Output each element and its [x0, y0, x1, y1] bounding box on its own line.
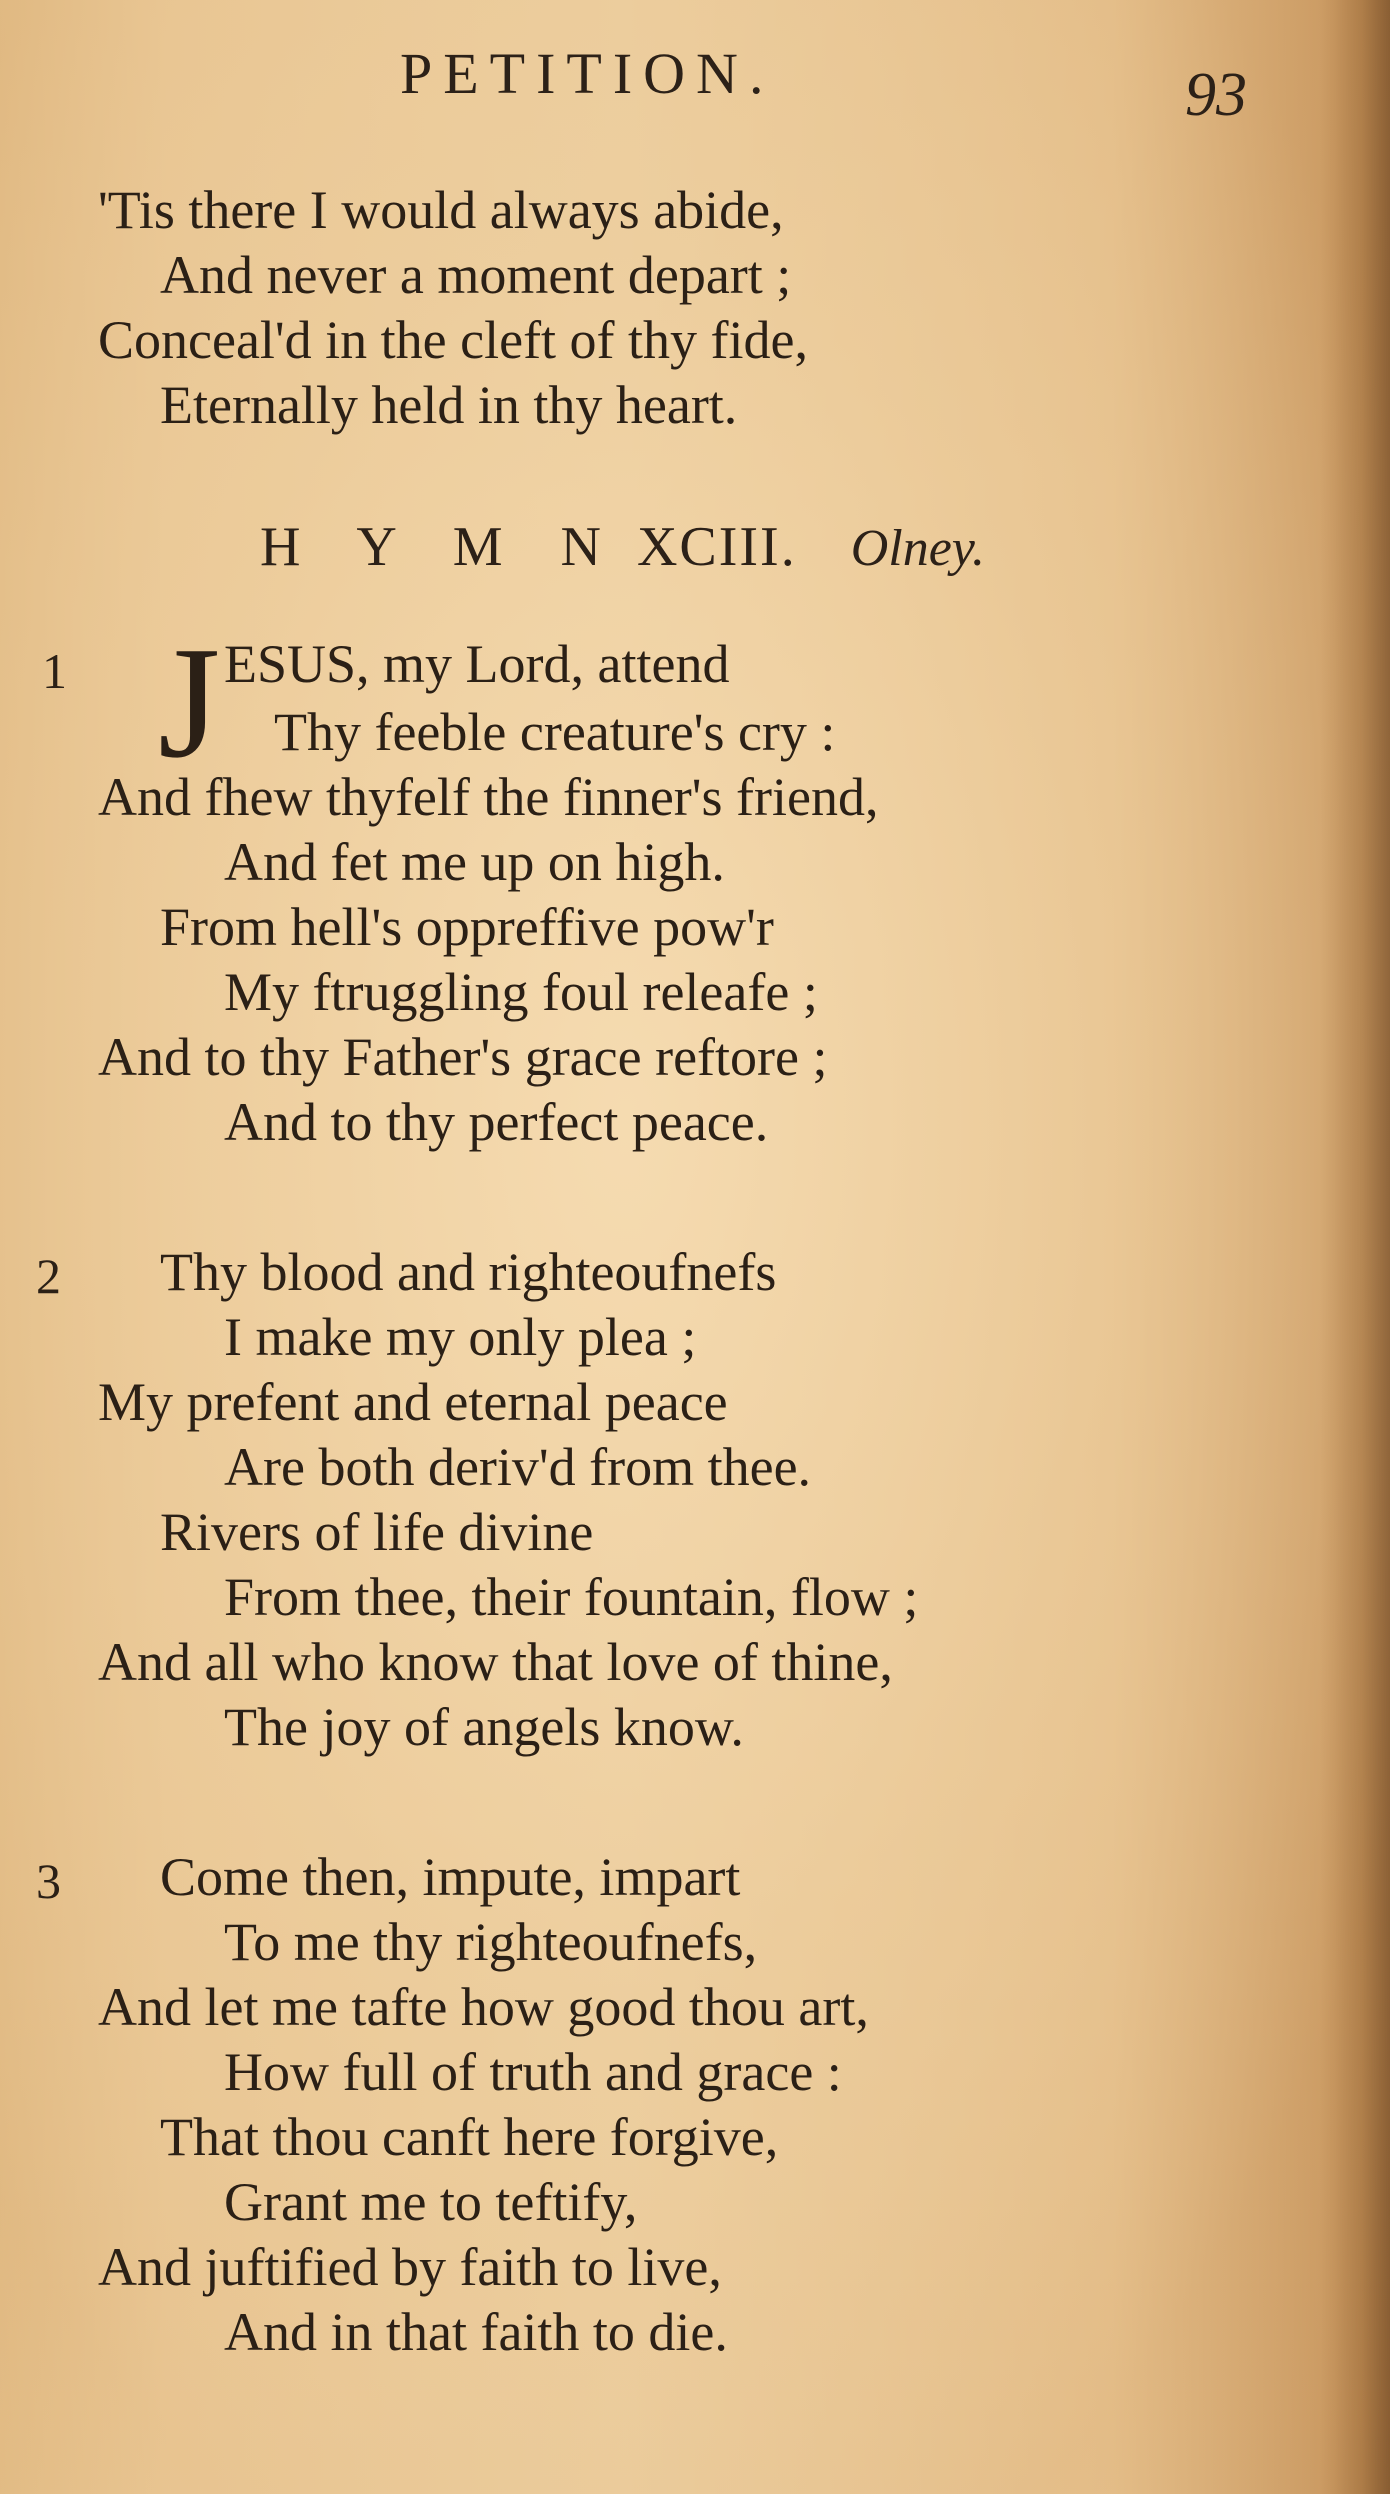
stanza-line: Thy blood and righteoufnefs: [160, 1242, 777, 1302]
stanza-line: And let me tafte how good thou art,: [98, 1977, 869, 2037]
running-head: PETITION.: [400, 41, 775, 106]
stanza-line: Rivers of life divine: [160, 1502, 594, 1562]
stanza-line: And fet me up on high.: [224, 832, 725, 892]
stanza-line: From hell's oppreffive pow'r: [160, 897, 774, 957]
stanza-line: And in that faith to die.: [224, 2302, 728, 2362]
stanza-number: 2: [36, 1248, 61, 1304]
drop-cap: J: [158, 613, 221, 791]
prev-stanza-line: 'Tis there I would always abide,: [98, 180, 784, 240]
stanza-line: Come then, impute, impart: [160, 1847, 741, 1907]
stanza-line: The joy of angels know.: [224, 1697, 744, 1757]
stanza-line: How full of truth and grace :: [224, 2042, 842, 2102]
stanza-line: To me thy righteoufnefs,: [224, 1912, 758, 1972]
prev-stanza-line: And never a moment depart ;: [160, 245, 792, 305]
prev-stanza-line: Eternally held in thy heart.: [160, 375, 738, 435]
hymn-location: Olney.: [850, 520, 986, 577]
stanza-line: And to thy perfect peace.: [224, 1092, 769, 1152]
stanza-line: I make my only plea ;: [224, 1307, 697, 1367]
stanza-line: And juftified by faith to live,: [98, 2237, 722, 2297]
hymn-number: XCIII.: [636, 516, 797, 578]
page-number: 93: [1185, 61, 1247, 129]
stanza-line: And fhew thyfelf the finner's friend,: [98, 767, 879, 827]
stanza-line: And to thy Father's grace reftore ;: [98, 1027, 828, 1087]
prev-stanza-line: Conceal'd in the cleft of thy fide,: [98, 310, 808, 370]
stanza-line: And all who know that love of thine,: [98, 1632, 893, 1692]
stanza-line: From thee, their fountain, flow ;: [224, 1567, 919, 1627]
stanza-line: Are both deriv'd from thee.: [224, 1437, 812, 1497]
stanza-number: 3: [36, 1853, 61, 1909]
hymn-title-word: H Y M N: [260, 516, 623, 578]
stanza-number: 1: [42, 643, 67, 699]
stanza-line: That thou canft here forgive,: [160, 2107, 779, 2167]
stanza-line: Grant me to teftify,: [224, 2172, 638, 2232]
stanza-line: My ftruggling foul releafe ;: [224, 962, 818, 1022]
hymn-title: [260, 515, 985, 579]
stanza-line: ESUS, my Lord, attend: [224, 634, 730, 694]
stanza-line: Thy feeble creature's cry :: [274, 702, 836, 762]
stanza-line: My prefent and eternal peace: [98, 1372, 728, 1432]
